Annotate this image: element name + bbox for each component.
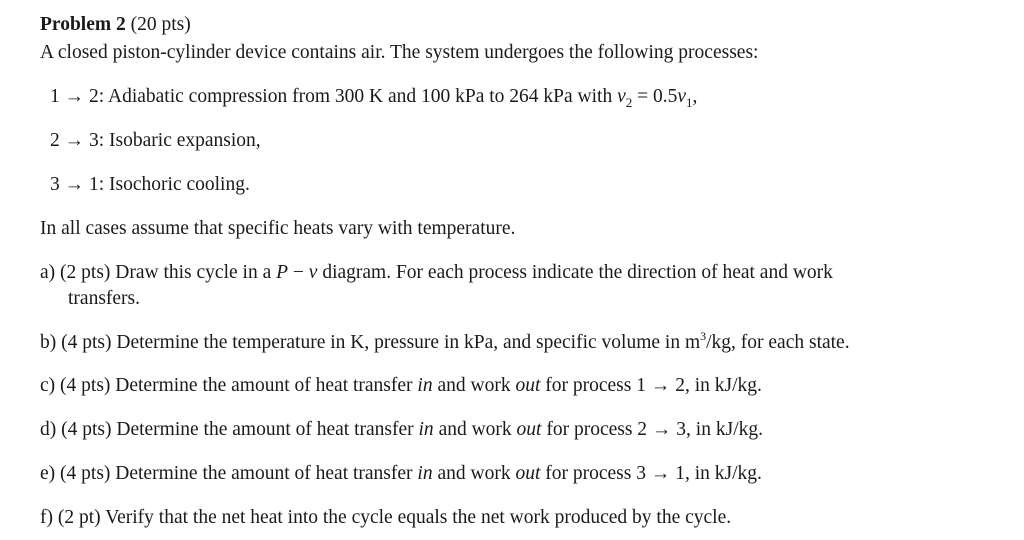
question-f: f) (2 pt) Verify that the net heat into the cycle equals the net work produced by the cycle.	[40, 507, 732, 528]
assumption-text: In all cases assume that specific heats vary with temperature.	[40, 218, 516, 239]
question-d: d) (4 pts) Determine the amount of heat transfer in and work out for process 2 → 3, in kJ/kg.	[40, 419, 763, 440]
process-2-3	[50, 129, 261, 153]
question-e: e) (4 pts) Determine the amount of heat transfer in and work out for process 3 → 1, in kJ/kg.	[40, 463, 762, 484]
question-b: b) (4 pts) Determine the temperature in K, pressure in kPa, and specific volume in $m^3/kg$, for each state.	[40, 329, 850, 353]
process-text: Isochoric cooling.	[109, 174, 250, 195]
question-c: c) (4 pts) Determine the amount of heat transfer in and work out for process 1 → 2, in kJ/kg.	[40, 375, 762, 396]
question-label: c)	[40, 375, 56, 396]
question-a-continued: transfers.	[68, 288, 141, 309]
process-text: Isobaric expansion,	[109, 130, 261, 151]
process-3-1	[50, 173, 250, 197]
question-points: (4 pts)	[60, 463, 111, 484]
question-points: (4 pts)	[61, 332, 112, 353]
question-label: b)	[40, 332, 57, 353]
question-points: (4 pts)	[60, 375, 111, 396]
process-text: Adiabatic compression from 300 K and 100 kPa to 264 kPa with	[107, 86, 613, 107]
question-label: d)	[40, 419, 57, 440]
process-1-2	[50, 85, 697, 110]
problem-points: (20 pts)	[130, 14, 191, 35]
process-label: 3 → 1:	[50, 174, 105, 195]
specific-volume-expression: $\nu_2 = 0.5\nu_1$,	[617, 86, 698, 110]
process-label: 1 → 2:	[50, 86, 105, 107]
question-points: (2 pt)	[57, 507, 101, 528]
question-label: a)	[40, 262, 56, 283]
question-points: (4 pts)	[61, 419, 112, 440]
question-label: e)	[40, 463, 56, 484]
problem-header	[40, 13, 191, 37]
question-points: (2 pts)	[60, 262, 111, 283]
question-label: f)	[40, 507, 53, 528]
problem-intro: A closed piston-cylinder device contains air. The system undergoes the following processes:	[40, 42, 759, 63]
problem-title: Problem 2	[40, 14, 126, 35]
process-label: 2 → 3:	[50, 130, 105, 151]
question-a: a) (2 pts) Draw this cycle in a P − ν diagram. For each process indicate the direction of heat and work	[40, 262, 833, 283]
